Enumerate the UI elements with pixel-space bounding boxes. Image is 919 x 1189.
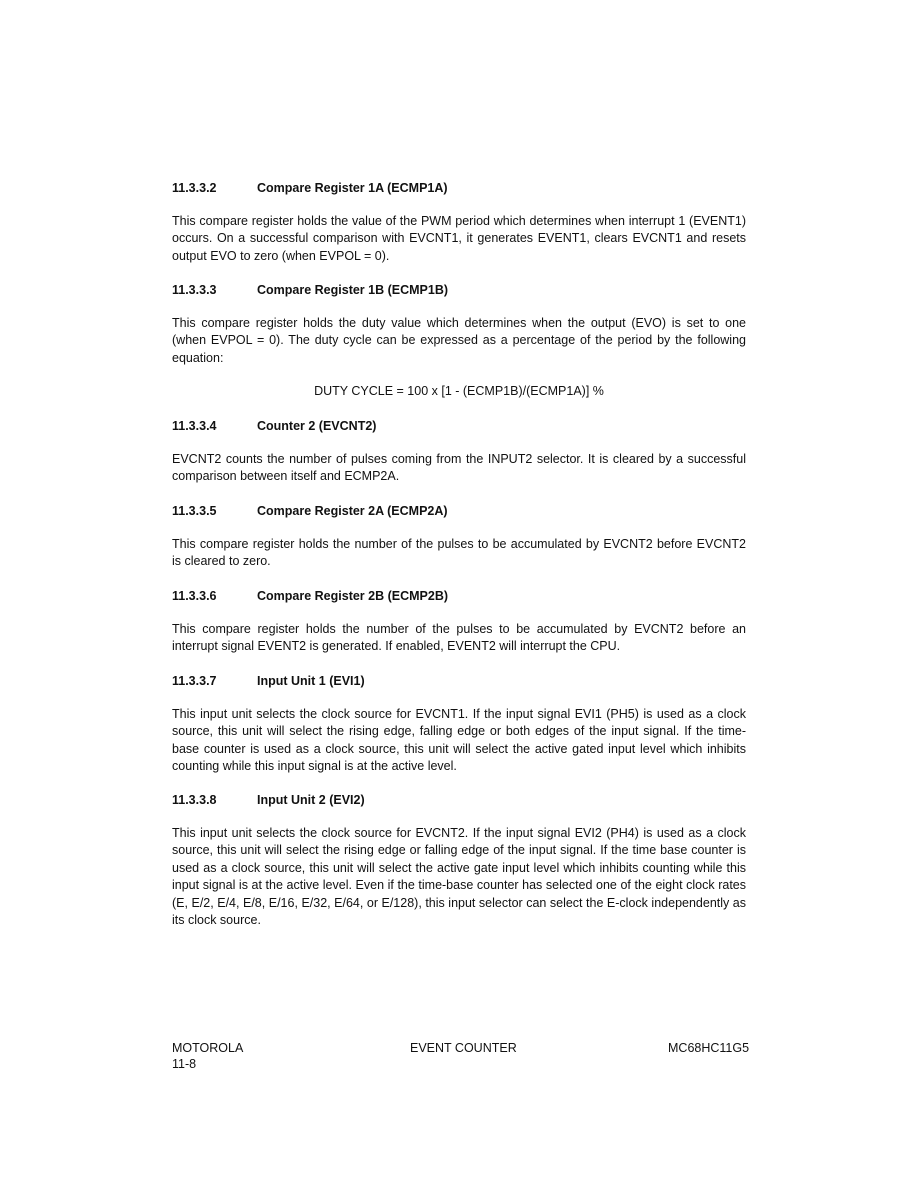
- section-body: This compare register holds the value of the PWM period which determines when interrupt 1 (EVENT1) occurs. On a successful comparison with EVCNT1, it generates EVENT1, clears EVCNT1 and resets output EVO to zero (when EVPOL = 0).: [172, 214, 746, 263]
- section-title: Input Unit 2 (EVI2): [257, 793, 365, 807]
- section-11-3-3-5: [172, 503, 746, 571]
- section-title: Compare Register 2B (ECMP2B): [257, 589, 449, 603]
- section-heading: [172, 418, 746, 434]
- section-title: Compare Register 2A (ECMP2A): [257, 504, 448, 518]
- section-body: EVCNT2 counts the number of pulses coming from the INPUT2 selector. It is cleared by a successful comparison between itself and ECMP2A.: [172, 452, 746, 484]
- section-body: This compare register holds the number of the pulses to be accumulated by EVCNT2 before an interrupt signal EVENT2 is generated. If enabled, EVENT2 will interrupt the CPU.: [172, 622, 746, 654]
- section-heading: [172, 673, 746, 689]
- duty-cycle-equation: DUTY CYCLE = 100 x [1 - (ECMP1B)/(ECMP1A)] %: [314, 384, 604, 399]
- footer-left: [172, 1040, 243, 1072]
- section-title: Compare Register 1B (ECMP1B): [257, 283, 449, 297]
- footer-page-number: 11-8: [172, 1057, 197, 1071]
- footer-chapter-title: EVENT COUNTER: [410, 1041, 517, 1055]
- section-title: Compare Register 1A (ECMP1A): [257, 181, 448, 195]
- section-number: 11.3.3.5: [172, 504, 217, 518]
- footer-publisher: MOTOROLA: [172, 1041, 244, 1055]
- section-heading: [172, 282, 746, 298]
- section-number: 11.3.3.6: [172, 589, 217, 603]
- section-title: Counter 2 (EVCNT2): [257, 419, 377, 433]
- section-heading: [172, 792, 746, 808]
- section-number: 11.3.3.3: [172, 283, 217, 297]
- section-body: This input unit selects the clock source for EVCNT2. If the input signal EVI2 (PH4) is used as a clock source, this unit will select the rising edge or falling edge of the input signal. If the time base counter is used as a clock source, this unit will select the active gate input level which inhibits counting while this input signal is at the active level. Even if the time-base counter has selected one of the eight clock rates (E, E/2, E/4, E/8, E/16, E/32, E/64, or E/128), this input selector can select the E-clock independently as its clock source.: [172, 826, 746, 928]
- section-number: 11.3.3.8: [172, 793, 217, 807]
- section-11-3-3-6: [172, 588, 746, 656]
- footer-part-number: MC68HC11G5: [668, 1041, 750, 1055]
- section-heading: [172, 180, 746, 196]
- section-body: This input unit selects the clock source for EVCNT1. If the input signal EVI1 (PH5) is used as a clock source, this unit will select the rising edge, falling edge or both edges of the input signal. If the time-base counter is used as a clock source, this unit will select the active gated input level which inhibits counting while this input signal is at the active level.: [172, 707, 746, 774]
- section-number: 11.3.3.2: [172, 181, 217, 195]
- section-11-3-3-2: [172, 180, 746, 265]
- section-11-3-3-4: [172, 418, 746, 486]
- section-heading: [172, 588, 746, 604]
- section-11-3-3-7: [172, 673, 746, 776]
- section-title: Input Unit 1 (EVI1): [257, 674, 365, 688]
- section-11-3-3-8: [172, 792, 746, 929]
- section-11-3-3-3: [172, 282, 746, 400]
- section-number: 11.3.3.7: [172, 674, 217, 688]
- section-number: 11.3.3.4: [172, 419, 217, 433]
- section-body: This compare register holds the duty value which determines when the output (EVO) is set to one (when EVPOL = 0). The duty cycle can be expressed as a percentage of the period by the following equation:: [172, 316, 746, 365]
- section-heading: [172, 503, 746, 519]
- section-body: This compare register holds the number of the pulses to be accumulated by EVCNT2 before EVCNT2 is cleared to zero.: [172, 537, 746, 569]
